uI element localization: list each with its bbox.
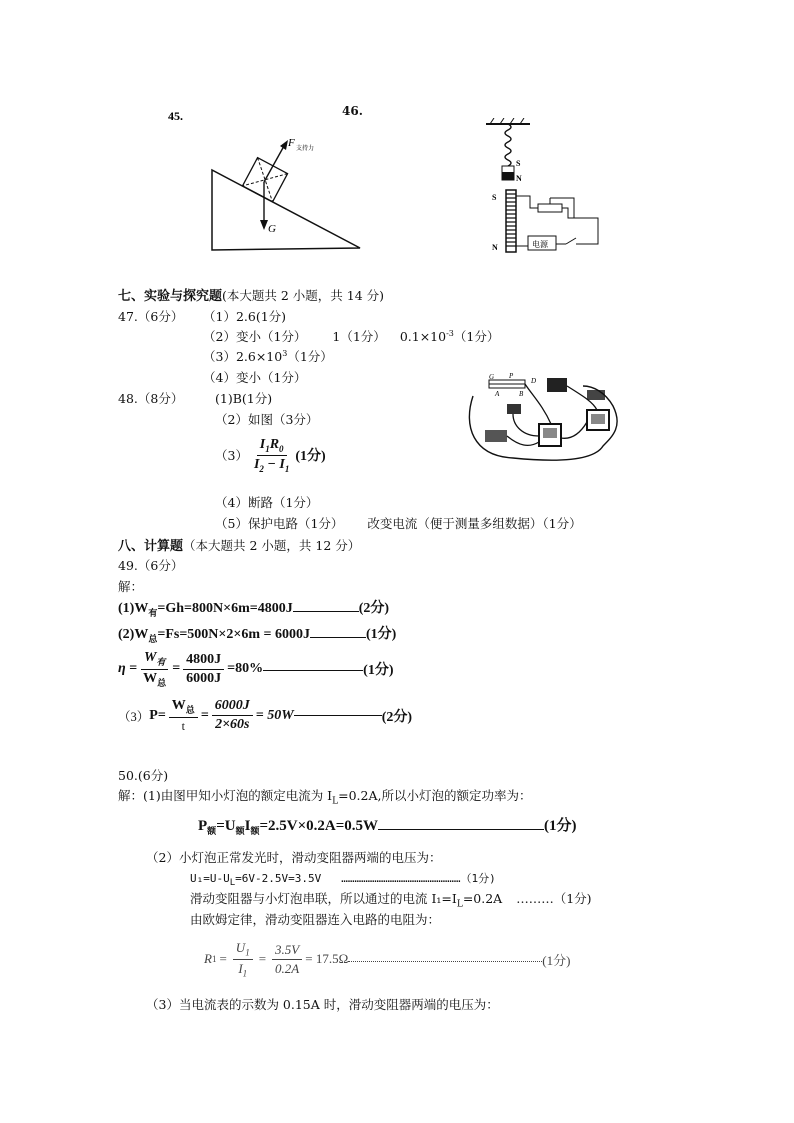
- figure-45-label: 45.: [168, 109, 183, 123]
- q49-number: 49.（6分）: [118, 558, 184, 573]
- q49-eq-2: $(2)W_总=Fs=500N\times 2\times 6m = 6000J$ (1分): [118, 627, 397, 644]
- q48-answer-4: （4）断路（1分）: [215, 495, 319, 510]
- q47-answer-4: （4）变小（1分）: [203, 370, 307, 385]
- q50-line-2: （2）小灯泡正常发光时，滑动变阻器两端的电压为：: [146, 850, 442, 865]
- power-source-label: 电源: [532, 240, 548, 249]
- q47-answer-2: （2）变小（1分） 1（1分） $0.1\times 10^{-3}(1$分）: [203, 328, 500, 344]
- q48-circuit-diagram: [463, 366, 633, 468]
- q47-answer-1: （1）2.6(1分): [203, 309, 287, 324]
- q48-number: 48.（8分）: [118, 391, 184, 406]
- terminal-g: G: [489, 373, 495, 381]
- q49-eq-1: $(1)W_有=Gh=800N\times 6m=4800J$ (2分): [118, 601, 390, 618]
- figure-45-incline: [160, 100, 370, 255]
- q50-line-1: 解：(1)由图甲知小灯泡的额定电流为 $I_L=0.2A$,所以小灯泡的额定功率为：: [118, 788, 532, 807]
- q50-resistance-equation: R 1 = $\frac{U_1}{I_1}$ = $\frac{3.5V}{0.2A}$ = 17.5Ω (1分): [204, 940, 571, 979]
- q48-answer-3: （3） $\frac{I_1R_0}{I_2 - I_1}$ (1分): [215, 437, 326, 474]
- q50-line-4: 滑动变阻器与小灯泡串联，所以通过的电流 $I_1=I_L=0.2A$ ………（1分): [190, 891, 592, 910]
- q49-solution-label: 解：: [118, 579, 144, 594]
- coil-s-label: S: [492, 193, 497, 202]
- q50-line-5: 由欧姆定律，滑动变阻器连入电路的电阻为：: [190, 912, 441, 927]
- magnet-n-label: N: [516, 174, 522, 183]
- force-f-subscript: 支持力: [296, 146, 315, 152]
- terminal-a: A: [495, 390, 500, 398]
- q50-line-6: （3）当电流表的示数为 0.15A 时，滑动变阻器两端的电压为：: [146, 997, 499, 1012]
- coil-n-label: N: [492, 243, 498, 252]
- q47-answer-3: $(3)2.6\times 10^3(1$分）: [203, 348, 333, 364]
- figure-46-electromagnet: [478, 118, 608, 256]
- figure-46-label: 46.: [342, 104, 363, 118]
- q50-number: 50.(6分): [118, 768, 169, 783]
- q48-answer-1: (1)B(1分): [215, 391, 273, 406]
- force-f-label: F: [288, 137, 295, 149]
- q49-eq-3: η = $\frac{W_有}{W_总}$ = $\frac{4800J}{6000J}$ =80% (1分): [118, 650, 394, 688]
- q50-power-equation: $P_额=U_额I_额=2.5V\times 0.2A=0.5W$ (1分): [198, 818, 577, 836]
- q47-number: 47.（6分）: [118, 309, 184, 324]
- q48-answer-5: （5）保护电路（1分） 改变电流（便于测量多组数据）（1分）: [215, 516, 582, 531]
- section-7-heading: 七、实验与探究题(本大题共 2 小题，共 14 分): [118, 288, 385, 304]
- terminal-p: P: [509, 372, 514, 380]
- q48-formula-fraction: $\frac{I_1R_0}{I_2 - I_1}$: [253, 437, 290, 474]
- q48-answer-2: （2）如图（3分）: [215, 412, 319, 427]
- terminal-d: D: [531, 377, 537, 385]
- terminal-b: B: [519, 390, 524, 398]
- gravity-g-label: G: [268, 223, 276, 235]
- q49-eq-4: （3） P= $\frac{W_总}{t}$ = $\frac{6000J}{2\times 60s}$ = 50W (2分): [118, 698, 413, 733]
- q50-line-3: $U_1=U-U_L=6V-2.5V=3.5V$ ………………………………………………（1分): [190, 872, 496, 889]
- magnet-s-label: S: [516, 159, 521, 168]
- section-8-heading: 八、计算题（本大题共 2 小题，共 12 分）: [118, 538, 361, 554]
